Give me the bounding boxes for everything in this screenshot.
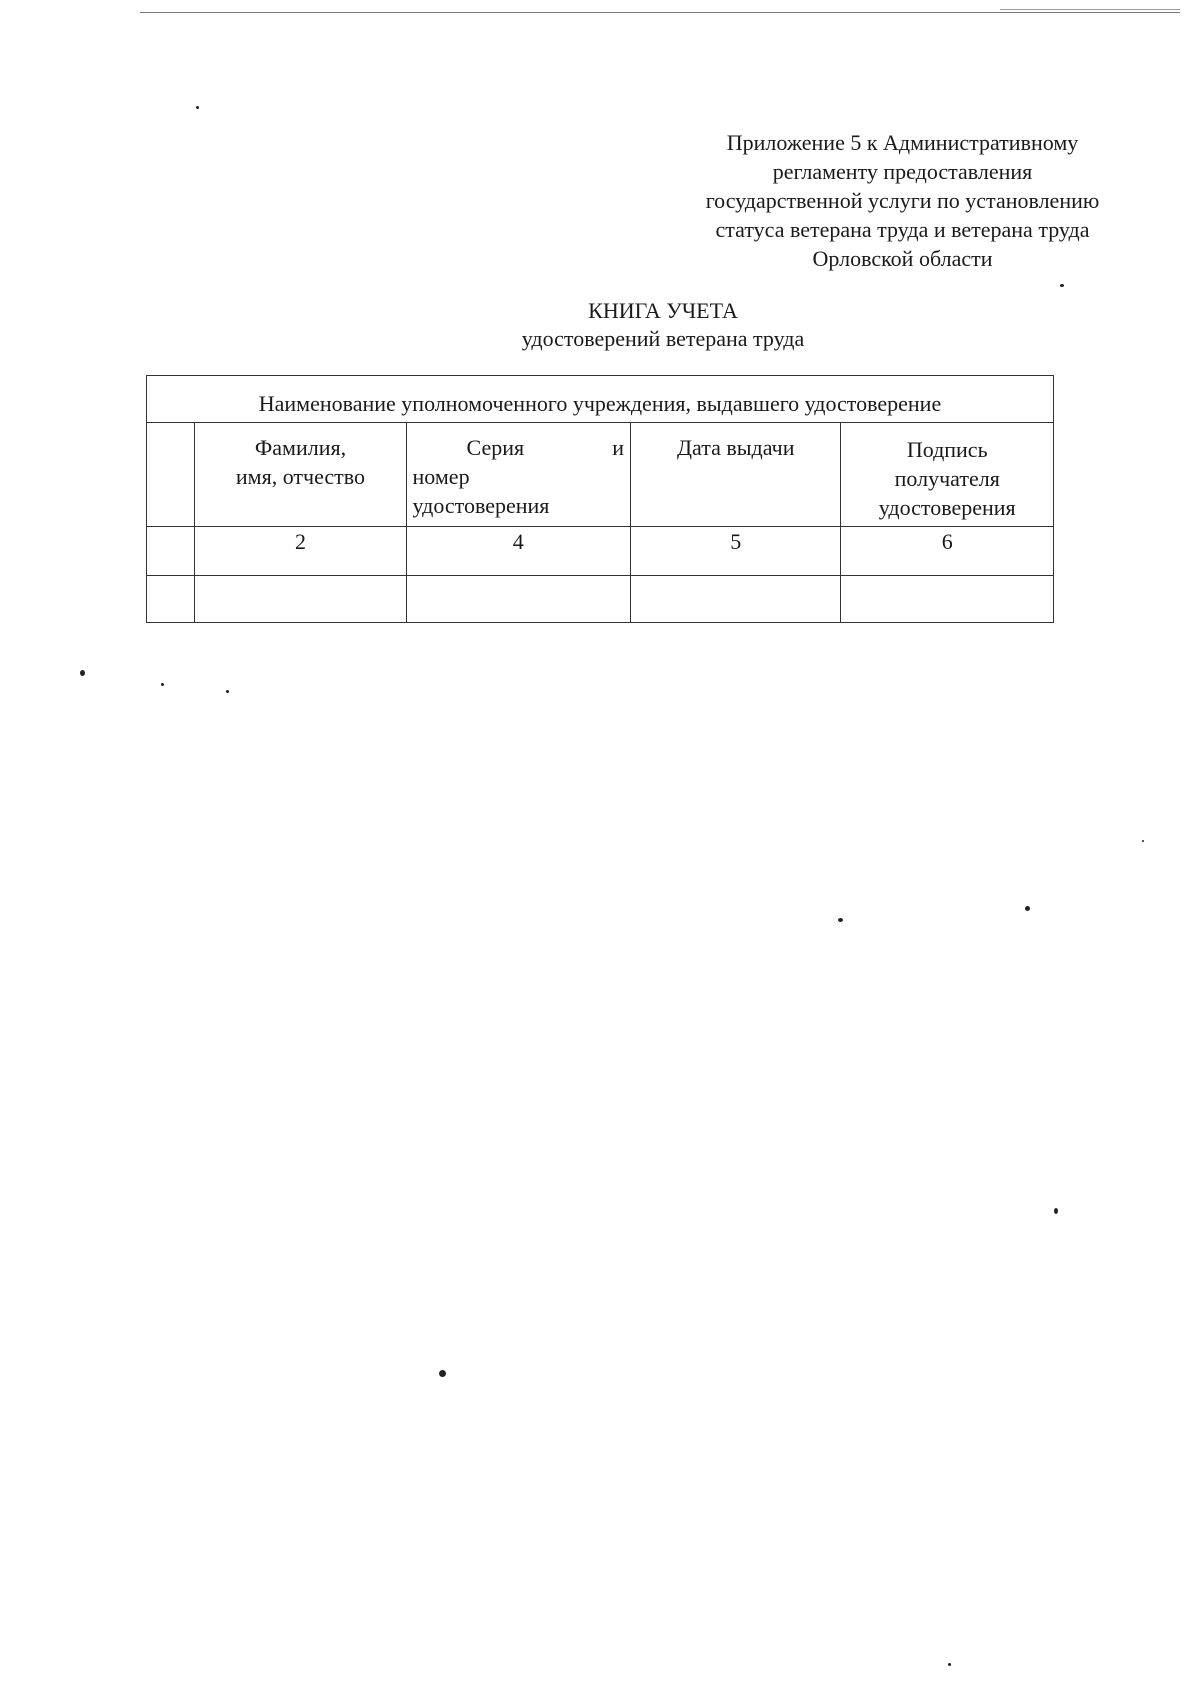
column-header-row — [147, 423, 1054, 527]
header-cell-fio — [195, 423, 406, 527]
scan-speck — [838, 918, 843, 922]
org-header-text: Наименование уполномоченного учреждения, выдавшего удостоверение — [258, 390, 942, 416]
empty-cell — [631, 576, 841, 623]
org-header-cell — [147, 376, 1054, 423]
header-series-line2: номер — [412, 464, 470, 489]
header-cell-date — [631, 423, 841, 527]
scan-speck — [948, 1663, 951, 1666]
header-sign-line3: удостоверения — [878, 495, 1016, 520]
header-series-word1: Серия — [466, 435, 525, 460]
header-fio-line1: Фамилия, — [254, 435, 347, 460]
scan-speck — [1025, 906, 1030, 911]
scan-speck — [1060, 284, 1064, 287]
book-subtitle: удостоверений ветерана труда — [521, 326, 805, 351]
register-table — [146, 375, 1054, 623]
empty-entry-row — [147, 576, 1054, 623]
appendix-line: регламенту предоставления — [772, 159, 1033, 184]
header-series-line3: удостоверения — [412, 493, 550, 518]
column-number-row — [147, 527, 1054, 576]
header-cell-series — [406, 423, 631, 527]
header-cell-index — [147, 423, 195, 527]
scan-speck — [226, 690, 229, 693]
column-number-cell: 6 — [841, 527, 1054, 576]
header-date-text: Дата выдачи — [677, 435, 795, 460]
column-number-cell — [147, 527, 195, 576]
header-series-word2: и — [612, 435, 625, 460]
appendix-line: Орловской области — [812, 246, 993, 271]
scan-speck — [80, 670, 85, 676]
appendix-note — [675, 128, 1130, 273]
appendix-line: статуса ветерана труда и ветерана труда — [715, 217, 1090, 242]
header-cell-signature — [841, 423, 1054, 527]
column-number-cell: 4 — [406, 527, 631, 576]
header-series-line1 — [413, 433, 625, 462]
appendix-line: государственной услуги по установлению — [705, 188, 1100, 213]
appendix-line: Приложение 5 к Административному — [726, 130, 1079, 155]
empty-cell — [147, 576, 195, 623]
org-header-row — [147, 376, 1054, 423]
empty-cell — [841, 576, 1054, 623]
top-edge-line-secondary — [1000, 9, 1180, 10]
empty-cell — [406, 576, 631, 623]
column-number-cell: 2 — [195, 527, 406, 576]
empty-cell — [195, 576, 406, 623]
header-fio-line2: имя, отчество — [235, 464, 366, 489]
header-sign-line2: получателя — [894, 466, 1000, 491]
scan-speck — [439, 1370, 446, 1377]
scan-speck — [1142, 840, 1144, 842]
scan-speck — [161, 683, 164, 686]
scan-speck — [196, 106, 199, 109]
top-edge-line — [140, 12, 1180, 13]
book-title: КНИГА УЧЕТА — [588, 298, 738, 323]
header-sign-line1: Подпись — [906, 437, 988, 462]
scan-speck — [1054, 1208, 1058, 1214]
column-number-cell: 5 — [631, 527, 841, 576]
